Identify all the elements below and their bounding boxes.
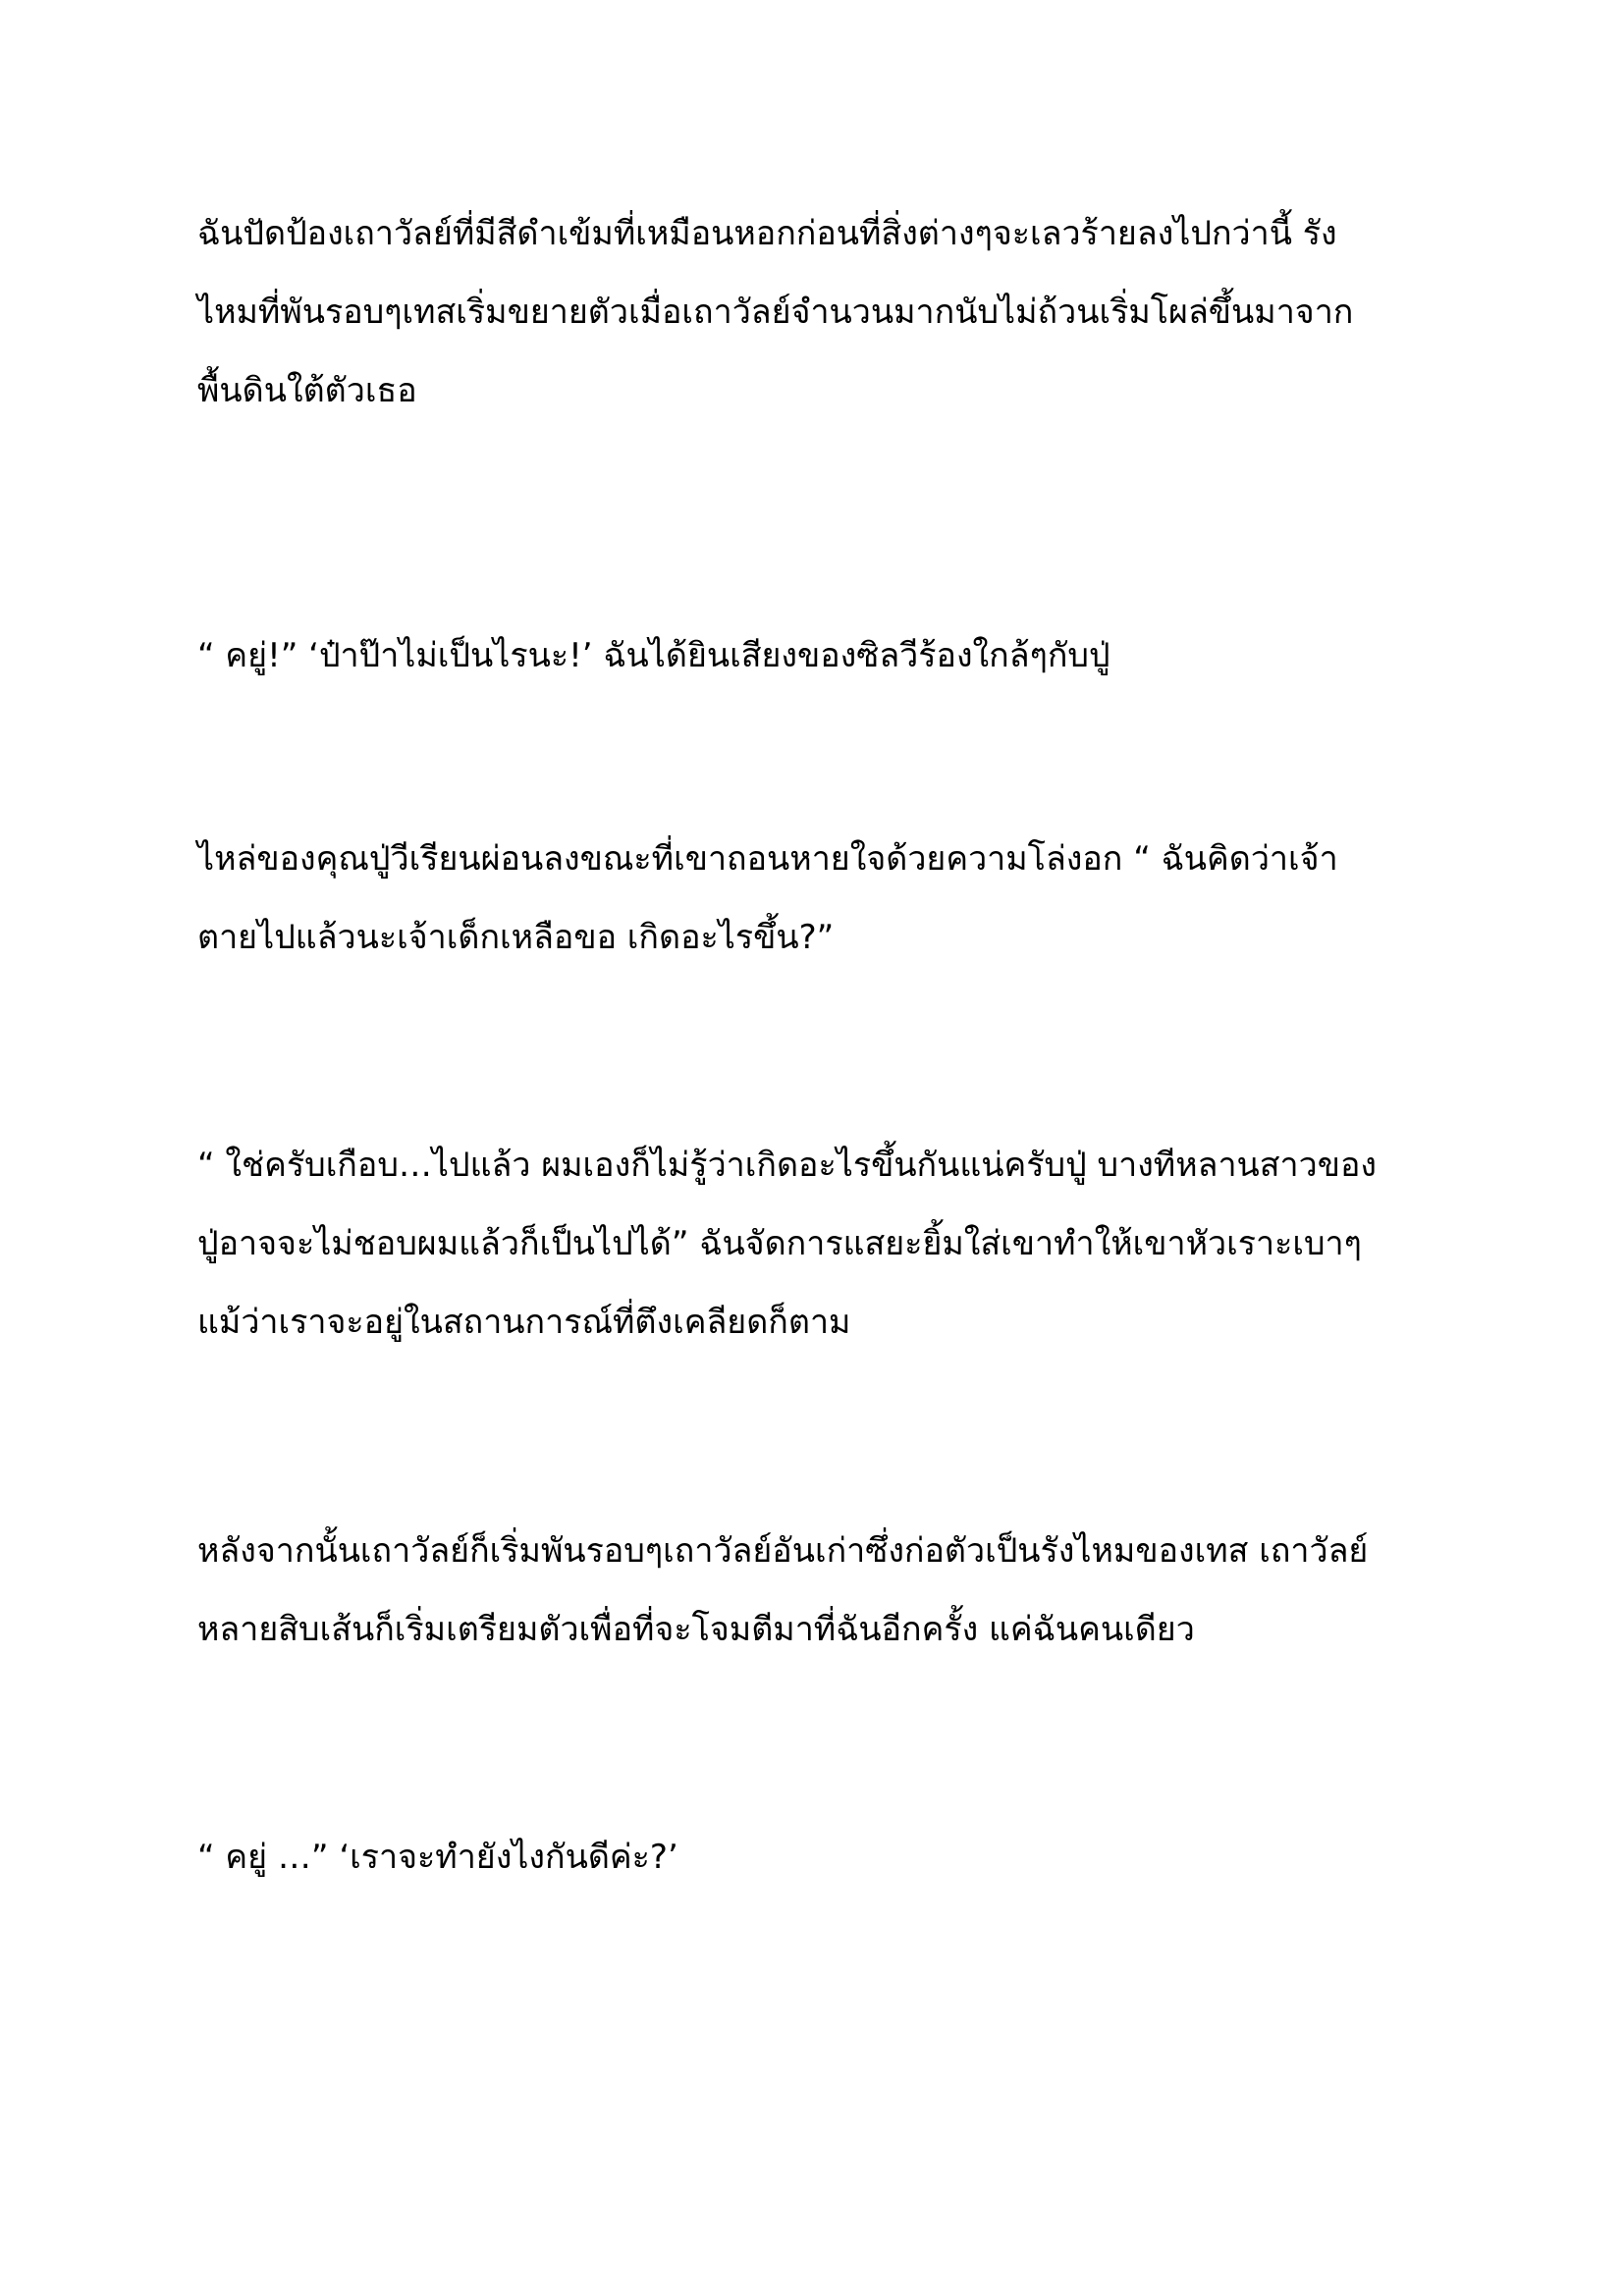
text-line: ฉันปัดป้องเถาวัลย์ที่มีสีดำเข้มที่เหมือนหอกก่อนที่สิ่งต่างๆจะเลวร้ายลงไปกว่านี้ รัง: [197, 214, 1337, 253]
paragraph-1: [197, 194, 1435, 430]
paragraph-6: [197, 1818, 1435, 1896]
paragraph-4: [197, 1126, 1435, 1362]
text-line: ปู่อาจจะไม่ชอบผมแล้วก็เป็นไปได้” ฉันจัดการแสยะยิ้มใส่เขาทำให้เขาหัวเราะเบาๆ: [197, 1224, 1362, 1263]
text-line: “ คยู่!” ‘ป๋าป๊าไม่เป็นไรนะ!’ ฉันได้ยินเสียงของซิลวีร้องใกล้ๆกับปู่: [197, 636, 1110, 675]
text-line: พื้นดินใต้ตัวเธอ: [197, 371, 417, 410]
text-line: หลายสิบเส้นก็เริ่มเตรียมตัวเพื่อที่จะโจมตีมาที่ฉันอีกครั้ง แค่ฉันคนเดียว: [197, 1610, 1195, 1649]
text-line: ไหมที่พันรอบๆเทสเริ่มขยายตัวเมื่อเถาวัลย์จำนวนมากนับไม่ถ้วนเริ่มโผล่ขึ้นมาจาก: [197, 293, 1354, 332]
paragraph-2: [197, 616, 1435, 695]
text-line: “ ใช่ครับเกือบ…ไปแล้ว ผมเองก็ไม่รู้ว่าเกิดอะไรขึ้นกันแน่ครับปู่ บางทีหลานสาวของ: [197, 1146, 1377, 1185]
text-line: แม้ว่าเราจะอยู่ในสถานการณ์ที่ตึงเคลียดก็ตาม: [197, 1303, 851, 1342]
paragraph-5: [197, 1512, 1435, 1669]
text-line: หลังจากนั้นเถาวัลย์ก็เริ่มพันรอบๆเถาวัลย์อันเก่าซึ่งก่อตัวเป็นรังไหมของเทส เถาวัลย์: [197, 1531, 1369, 1571]
text-line: ตายไปแล้วนะเจ้าเด็กเหลือขอ เกิดอะไรขึ้น?”: [197, 918, 835, 957]
text-line: ไหล่ของคุณปู่วีเรียนผ่อนลงขณะที่เขาถอนหายใจด้วยความโล่งอก “ ฉันคิดว่าเจ้า: [197, 839, 1338, 879]
text-line: “ คยู่ …” ‘เราจะทำยังไงกันดีค่ะ?’: [197, 1838, 678, 1877]
paragraph-3: [197, 820, 1435, 977]
